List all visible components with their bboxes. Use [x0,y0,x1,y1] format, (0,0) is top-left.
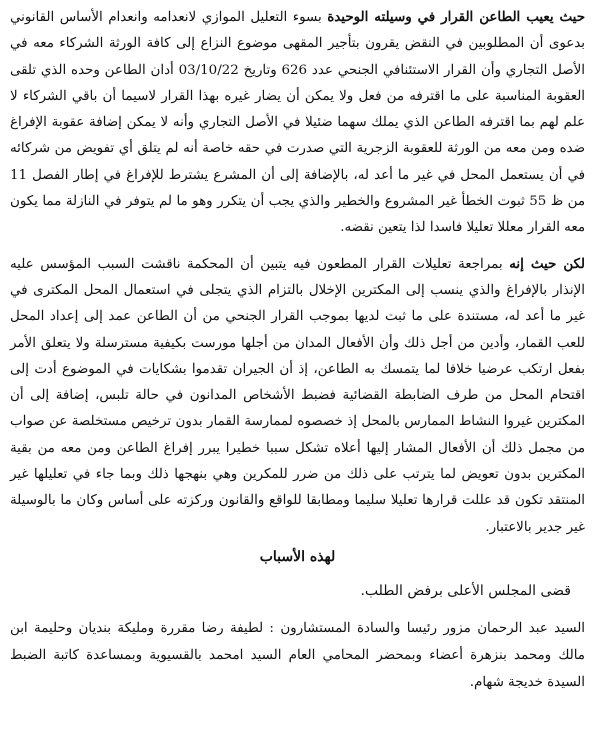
paragraph-lead: لكن حيث إنه [509,255,585,272]
section-title: لهذه الأسباب [259,548,336,565]
paragraph-text: بسوء التعليل الموازي لانعدامه وانعدام الأساس القانوني بدعوى أن المطلوبين في النقض يقرون بتأجير المقهى موضوع النزاع إلى كافة الورثة الشركاء معه في الأصل التجاري وأن القرار الاستئنافي الجنحي عدد 626 وتاريخ 03/10/22 أدان الطاعن وحده الذي تلقى العقوبة المناسبة على ما اقترفه من فعل ولا يمكن أن يضار غيره بهذا القرار لاسيما أن باقي الشركاء لا علم لهم بما اقترفه الطاعن الذي يملك سهما ضئيلا في الأصل التجاري وأنه لا يمكن إضافة عقوبة الإفراغ ضده ومن معه من الورثة للعقوبة الزجرية التي صدرت في حقه خاصة أنه لم يتلق أي تفويض من شركائه في أن يستعمل المحل في غير ما أعد له، بالإضافة إلى أن المشرع يشترط للإفراغ في إطار الفصل 11 من ظ 55 ثبوت الخطأ غير المشروع والخطير والذي يجب أن يتكرر وهو ما لم يتوفر في النازلة مما يكون معه القرار معللا تعليلا فاسدا لذا يتعين نقضه. [10,10,586,236]
paragraph-lead: حيث يعيب الطاعن القرار في وسيلته الوحيدة [327,9,585,25]
decision-text: قضى المجلس الأعلى برفض الطلب. [360,582,571,599]
paragraph-grounds [10,4,585,242]
paragraph-court-response [10,251,585,541]
panel-signature: السيد عبد الرحمان مزور رئيسا والسادة المستشارون : لطيفة رضا مقررة ومليكة بنديان وحليمة ابن مالك ومحمد بنزهرة أعضاء وبمحضر المحامي العام السيد امحمد بالقسيوية وبمساعدة كاتبة الضبط السيدة خديجة شهام. [10,620,585,690]
paragraph-text: بمراجعة تعليلات القرار المطعون فيه يتبين أن المحكمة ناقشت السبب المؤسس عليه الإنذار بالإفراغ والذي ينسب إلى المكترين الإخلال بالتزام الذي يتجلى في استعمال المحل المكترى في غير ما أعد له، مستندة على ما ثبت لديها بموجب القرار الجنحي من أن الطاعن عمد إلى إعداد المحل للعب القمار، وأدين من أجل ذلك وأن الأفعال المدان من أجلها مورست بكيفية مسترسلة ولا يتعلق الأمر بفعل ارتكب عرضيا خلافا لما يتمسك به الطاعن، إذ أن الجيران تقدموا بشكايات في الموضوع أدت إلى اقتحام المحل من طرف الضابطة القضائية فضبط الأشخاص المدانون في حالة تلبس، إضافة إلى أن المكترين غيروا النشاط الممارس بالمحل إذ خصصوه لممارسة القمار بدون ترخيص مستخلصة عن صواب من مجمل ذلك أن الأفعال المشار إليها أعلاه تشكل سببا خطيرا يبرر إفراغ الطاعن ومن معه من بقية المكترين بدون تعويض لما يترتب على ذلك من ضرر للمكرين وهي بنهجها ذلك وبما جاء في تعليلها غير المنتقد تكون قد عللت قرارها تعليلا سليما ومطابقا للواقع والقانون وركزته على أساس وكان ما بالوسيلة غير جدير بالاعتبار. [10,256,585,535]
paragraph-gap [10,242,585,251]
